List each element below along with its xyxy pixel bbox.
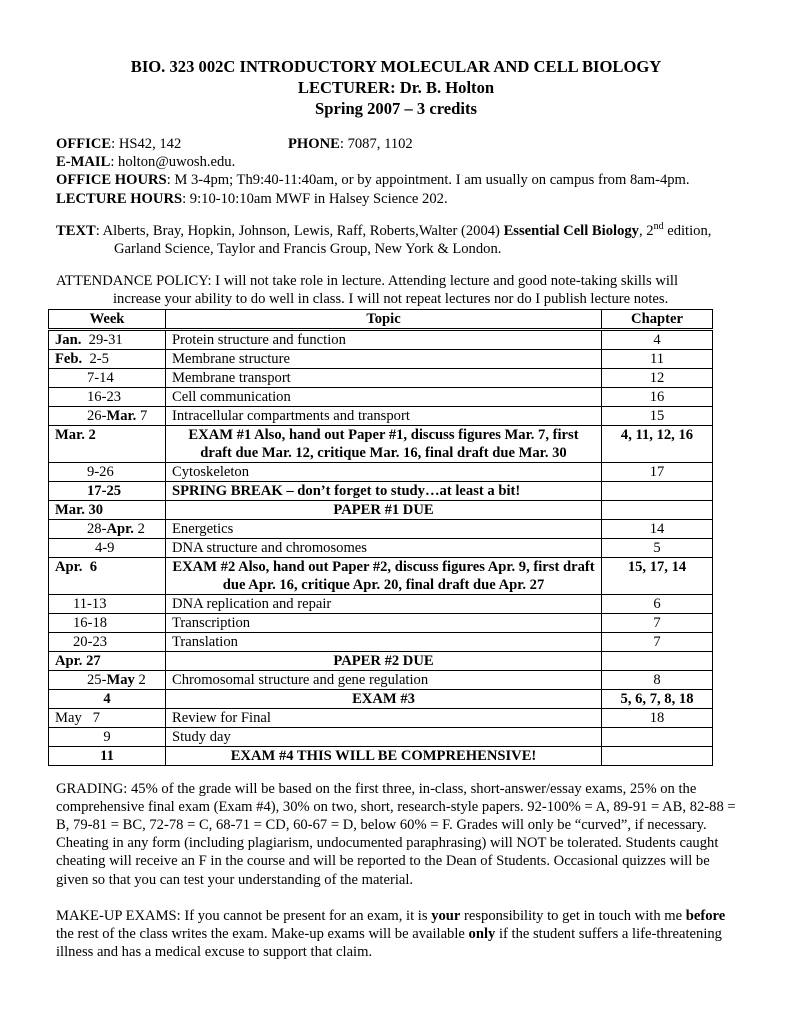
- edition-suffix: nd: [653, 220, 664, 232]
- week-header: Week: [49, 309, 166, 329]
- lecturer-line: LECTURER: Dr. B. Holton: [297, 78, 495, 97]
- week-days: 25-: [87, 671, 107, 688]
- week-cell: [49, 519, 166, 538]
- topic-cell: EXAM #2 Also, hand out Paper #2, discuss figures Apr. 9, first draft due Apr. 16, critique Apr. 20, final draft due Apr. 27: [166, 557, 602, 594]
- chapter-cell: 18: [602, 708, 713, 727]
- topic-cell: EXAM #3: [166, 689, 602, 708]
- chapter-cell: 4, 11, 12, 16: [602, 425, 713, 462]
- topic-cell: EXAM #1 Also, hand out Paper #1, discuss figures Mar. 7, first draft due Mar. 12, critique Mar. 16, final draft due Mar. 30: [166, 425, 602, 462]
- table-row: [49, 500, 713, 519]
- week-month: May: [106, 671, 135, 688]
- phone-field: [288, 135, 413, 153]
- week-cell: May 7: [49, 708, 166, 727]
- week-cell: Mar. 2: [49, 425, 166, 462]
- table-row: [49, 746, 713, 765]
- table-row: [49, 613, 713, 632]
- table-row: [49, 708, 713, 727]
- table-row: [49, 329, 713, 349]
- week-days: 26-: [87, 407, 107, 424]
- topic-cell: Membrane transport: [166, 368, 602, 387]
- week-days: 2-5: [82, 350, 109, 367]
- table-row: [49, 519, 713, 538]
- topic-cell: Chromosomal structure and gene regulation: [166, 670, 602, 689]
- week-cell: 7-14: [49, 368, 166, 387]
- email-value: : holton@uwosh.edu.: [110, 154, 236, 171]
- week-days-end: 7: [136, 407, 148, 424]
- week-cell: Apr. 27: [49, 651, 166, 670]
- lecture-hours-line: [56, 190, 736, 208]
- text-authors: : Alberts, Bray, Hopkin, Johnson, Lewis, Raff, Roberts,Walter (2004): [95, 222, 504, 239]
- table-row: [49, 462, 713, 481]
- week-cell: 4: [49, 689, 166, 708]
- course-title: BIO. 323 002C INTRODUCTORY MOLECULAR AND CELL BIOLOGY: [130, 57, 662, 76]
- grading-paragraph: GRADING: 45% of the grade will be based on the first three, in-class, short-answer/essay exams, 25% on the comprehensive final exam (Exam #4), 30% on two, short, research-style papers. 92-100% = A, 89-91 = AB, 82-88 = B, 79-81 = BC, 72-78 = C, 68-71 = CD, 60-67 = D, below 60% = F. Grades will only be “curved”, if necessary. Cheating in any form (including plagiarism, undocumented paraphrasing) will NOT be tolerated. Students caught cheating will receive an F in the course and will be reported to the Dean of Students. Occasional quizzes will be given so that you can test your understanding of the material.: [56, 780, 736, 888]
- topic-cell: SPRING BREAK – don’t forget to study…at least a bit!: [166, 481, 602, 500]
- chapter-cell: [602, 481, 713, 500]
- table-row: [49, 594, 713, 613]
- makeup-exams-paragraph: [56, 907, 736, 962]
- makeup-text-1: MAKE-UP EXAMS: If you cannot be present for an exam, it is: [56, 907, 432, 924]
- week-cell: 16-23: [49, 387, 166, 406]
- makeup-emphasis-your: your: [431, 907, 461, 924]
- book-title: Essential Cell Biology: [503, 222, 639, 239]
- chapter-cell: 12: [602, 368, 713, 387]
- course-header: [56, 56, 736, 119]
- topic-cell: Cytoskeleton: [166, 462, 602, 481]
- table-row: [49, 538, 713, 557]
- week-cell: [49, 406, 166, 425]
- table-row: [49, 557, 713, 594]
- week-cell: 9: [49, 727, 166, 746]
- attendance-line-1: ATTENDANCE POLICY: I will not take role in lecture. Attending lecture and good note-taking skills will: [56, 273, 679, 290]
- table-row: [49, 481, 713, 500]
- chapter-cell: 11: [602, 349, 713, 368]
- week-month: Mar.: [106, 407, 137, 424]
- office-label: OFFICE: [56, 136, 112, 152]
- office-hours-value: : M 3-4pm; Th9:40-11:40am, or by appointment. I am usually on campus from 8am-4pm.: [166, 172, 690, 189]
- chapter-cell: 14: [602, 519, 713, 538]
- topic-header: Topic: [166, 309, 602, 329]
- week-cell: Apr. 6: [49, 557, 166, 594]
- week-cell: 16-18: [49, 613, 166, 632]
- phone-label: PHONE: [288, 136, 340, 152]
- chapter-cell: 8: [602, 670, 713, 689]
- week-cell: [49, 329, 166, 349]
- week-days-end: 2: [134, 671, 146, 688]
- chapter-cell: 15, 17, 14: [602, 557, 713, 594]
- email-line: [56, 153, 736, 171]
- lecture-hours-label: LECTURE HOURS: [56, 190, 183, 207]
- topic-cell: DNA structure and chromosomes: [166, 538, 602, 557]
- week-cell: 17-25: [49, 481, 166, 500]
- week-cell: 11: [49, 746, 166, 765]
- makeup-text-4: if the student suffers a life-threatening illness and has a medical excuse to support that claim.: [56, 926, 722, 961]
- topic-cell: EXAM #4 THIS WILL BE COMPREHENSIVE!: [166, 746, 602, 765]
- week-cell: 4-9: [49, 538, 166, 557]
- table-row: [49, 425, 713, 462]
- week-days: 29-31: [81, 331, 123, 348]
- topic-cell: DNA replication and repair: [166, 594, 602, 613]
- chapter-cell: 5, 6, 7, 8, 18: [602, 689, 713, 708]
- text-label: TEXT: [56, 222, 96, 239]
- topic-cell: Transcription: [166, 613, 602, 632]
- chapter-cell: [602, 746, 713, 765]
- attendance-line-2: increase your ability to do well in class. I will not repeat lectures nor do I publish lecture notes.: [113, 291, 669, 308]
- chapter-cell: [602, 651, 713, 670]
- table-row: [49, 406, 713, 425]
- table-row: [49, 368, 713, 387]
- week-month: Apr.: [106, 520, 134, 537]
- textbook-paragraph: [56, 222, 736, 258]
- syllabus-page: [56, 56, 736, 961]
- table-row: [49, 670, 713, 689]
- topic-cell: Review for Final: [166, 708, 602, 727]
- chapter-cell: [602, 727, 713, 746]
- topic-cell: PAPER #1 DUE: [166, 500, 602, 519]
- table-row: [49, 387, 713, 406]
- topic-cell: PAPER #2 DUE: [166, 651, 602, 670]
- topic-cell: Cell communication: [166, 387, 602, 406]
- chapter-cell: [602, 500, 713, 519]
- office-value: : HS42, 142: [111, 136, 182, 152]
- office-line: [56, 135, 736, 153]
- week-cell: 20-23: [49, 632, 166, 651]
- topic-cell: Energetics: [166, 519, 602, 538]
- week-month: Jan.: [55, 331, 82, 348]
- book-publisher: edition, Garland Science, Taylor and Francis Group, New York & London.: [114, 222, 712, 258]
- topic-cell: Translation: [166, 632, 602, 651]
- schedule-header-row: [49, 309, 713, 329]
- week-cell: 9-26: [49, 462, 166, 481]
- chapter-cell: 7: [602, 632, 713, 651]
- topic-cell: Intracellular compartments and transport: [166, 406, 602, 425]
- chapter-header: Chapter: [602, 309, 713, 329]
- table-row: [49, 651, 713, 670]
- makeup-text-3: the rest of the class writes the exam. Make-up exams will be available: [56, 926, 469, 943]
- schedule-table: [48, 309, 713, 766]
- week-cell: [49, 670, 166, 689]
- table-row: [49, 632, 713, 651]
- table-row: [49, 689, 713, 708]
- table-row: [49, 727, 713, 746]
- book-edition: , 2: [638, 222, 654, 239]
- office-hours-line: [56, 171, 736, 189]
- email-label: E-MAIL: [56, 154, 111, 171]
- topic-cell: Membrane structure: [166, 349, 602, 368]
- chapter-cell: 17: [602, 462, 713, 481]
- lecture-hours-value: : 9:10-10:10am MWF in Halsey Science 202.: [182, 190, 448, 207]
- chapter-cell: 15: [602, 406, 713, 425]
- week-month: Feb.: [55, 350, 83, 367]
- contact-info: [56, 135, 736, 208]
- makeup-text-2: responsibility to get in touch with me: [460, 907, 686, 924]
- makeup-emphasis-before: before: [685, 907, 726, 924]
- chapter-cell: 4: [602, 329, 713, 349]
- chapter-cell: 7: [602, 613, 713, 632]
- table-row: [49, 349, 713, 368]
- week-cell: 11-13: [49, 594, 166, 613]
- topic-cell: Protein structure and function: [166, 329, 602, 349]
- term-line: Spring 2007 – 3 credits: [315, 99, 477, 118]
- makeup-emphasis-only: only: [468, 926, 496, 943]
- chapter-cell: 16: [602, 387, 713, 406]
- week-days-end: 2: [133, 520, 145, 537]
- chapter-cell: 6: [602, 594, 713, 613]
- chapter-cell: 5: [602, 538, 713, 557]
- phone-value: : 7087, 1102: [339, 136, 413, 152]
- attendance-policy: [56, 272, 736, 308]
- topic-cell: Study day: [166, 727, 602, 746]
- office-hours-label: OFFICE HOURS: [56, 172, 167, 189]
- week-cell: [49, 349, 166, 368]
- week-cell: Mar. 30: [49, 500, 166, 519]
- week-days: 28-: [87, 520, 107, 537]
